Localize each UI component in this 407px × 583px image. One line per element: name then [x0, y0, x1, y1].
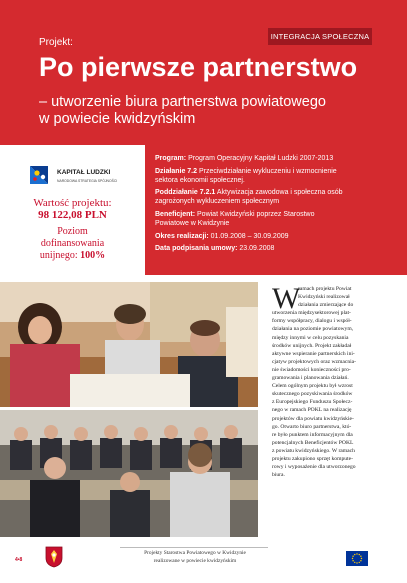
article-body — [272, 282, 394, 479]
article-line: biura. — [272, 472, 285, 479]
kapital-ludzki-title: KAPITAŁ LUDZKI — [57, 169, 111, 176]
page-title: Po pierwsze partnerstwo — [39, 52, 358, 82]
article-line: środków unijnych. Projekt zakładał — [272, 342, 352, 349]
footer-line-2: realizowane w powiecie kwidzyńskim — [153, 557, 237, 564]
page-number: 4•8 — [15, 557, 23, 563]
beneficjent-label: Beneficjent: — [155, 210, 196, 218]
article-line: nego w ramach POKL na realizację — [272, 407, 352, 414]
cofinancing-value: 100% — [80, 250, 106, 262]
data-umowy-value: 23.09.2008 — [237, 245, 275, 253]
article-dropcap: W — [272, 282, 301, 315]
dzialanie-label: Działanie 7.2 — [155, 167, 198, 175]
cofinancing-line-2: dofinansowania — [40, 238, 105, 250]
program-label: Program: — [155, 155, 187, 162]
dzialanie-value-2: sektora ekonomii społecznej. — [155, 176, 245, 184]
article-line: cjatyw projektowych oraz wzmacnia- — [272, 358, 357, 365]
article-line: rowy i wyposażenie dla utworzonego — [272, 464, 356, 471]
article-line: utworzenia międzysektorowej plat- — [272, 310, 351, 317]
footer-line-1: Projekty Starostwa Powiatowego w Kwidzynie — [144, 550, 246, 556]
category-tag: INTEGRACJA SPOŁECZNA — [268, 28, 372, 45]
poddzialanie-value-2: zagrożonych wykluczeniem społecznym — [155, 198, 280, 206]
page-subtitle — [39, 94, 326, 129]
detail-program — [155, 154, 393, 163]
subtitle-line-2: w powiecie kwidzyńskim — [39, 111, 196, 128]
article-line: Kwidzyński realizował — [298, 294, 350, 301]
subtitle-line-1: – utworzenie biura partnerstwa powiatowego — [39, 94, 326, 110]
article-line: z Europejskiego Funduszu Społecz- — [272, 399, 353, 406]
dzialanie-value-1: Przeciwdziałanie wykluczeniu i wzmocnienie — [197, 167, 337, 175]
article-line: projektu zakupiono sprzęt kompute- — [272, 455, 353, 462]
kapital-ludzki-logo-icon — [28, 163, 52, 187]
okres-value: 01.09.2008 – 30.09.2009 — [208, 232, 289, 240]
article-line: ramach projektu Powiat — [298, 286, 352, 292]
beneficjent-value-2: Powiatowe w Kwidzynie — [155, 220, 230, 228]
poddzialanie-value-1: Aktywizacja zawodowa i społeczna osób — [215, 189, 343, 197]
poddzialanie-label: Poddziałanie 7.2.1 — [155, 189, 216, 197]
detail-poddzialanie — [155, 188, 393, 206]
project-details — [155, 154, 393, 257]
project-value-label: Wartość projektu: — [33, 197, 112, 209]
footer-caption — [110, 550, 280, 566]
article-line: nie świadomości konieczności pro- — [272, 366, 351, 373]
article-line: działania zmierzające do — [298, 302, 354, 309]
project-info-block — [0, 145, 407, 275]
project-label: Projekt: — [39, 37, 73, 48]
program-value: Program Operacyjny Kapitał Ludzki 2007-2013 — [186, 155, 334, 162]
eu-flag-icon — [346, 551, 368, 566]
kapital-ludzki-logo — [28, 163, 128, 193]
detail-dzialanie — [155, 167, 393, 185]
article-line: działania na poziomie powiatowym, — [272, 326, 354, 333]
detail-beneficjent — [155, 210, 393, 228]
article-line: formy współpracy, dialogu i współ- — [272, 318, 352, 325]
article-line: potencjalnych Beneficjentów POKL — [272, 439, 354, 446]
detail-data-umowy — [155, 244, 393, 253]
footer-divider — [120, 547, 268, 548]
article-line: go. Otwarto biuro partnerstwa, któ- — [272, 423, 352, 430]
cofinancing-text — [0, 226, 145, 263]
county-crest-icon — [45, 546, 63, 568]
article-line: projektów dla powiatu kwidzyńskie- — [272, 415, 354, 422]
detail-okres — [155, 232, 393, 241]
classroom-photo-image — [0, 410, 258, 537]
header-banner — [0, 0, 407, 145]
article-line: z powiatu kwidzyńskiego. W ramach — [272, 447, 355, 454]
meeting-photo — [0, 282, 258, 407]
article-line: gramowania i planowania działań. — [272, 375, 349, 382]
classroom-photo — [0, 410, 258, 537]
article-line: re było punktem informacyjnym dla — [272, 431, 353, 438]
beneficjent-value-1: Powiat Kwidzyński poprzez Starostwo — [195, 210, 315, 218]
article-line: między innymi w celu pozyskania — [272, 334, 349, 341]
article-line: aktywne wspieranie partnerskich ini- — [272, 350, 355, 357]
cofinancing-line-1: Poziom — [57, 226, 88, 237]
cofinancing-line-3-label: unijnego: — [39, 250, 81, 262]
article-line: skutecznego pozyskiwania środków — [272, 391, 353, 398]
project-value-panel — [0, 145, 145, 275]
project-value-amount: 98 122,08 PLN — [38, 209, 107, 221]
cofinancing-line-3 — [0, 250, 145, 262]
okres-label: Okres realizacji: — [155, 232, 209, 240]
article-line: Celem ogólnym projektu był wzrost — [272, 383, 353, 390]
data-umowy-label: Data podpisania umowy: — [155, 245, 238, 253]
meeting-photo-image — [0, 282, 258, 407]
kapital-ludzki-subtitle: NARODOWA STRATEGIA SPÓJNOŚCI — [57, 179, 118, 183]
